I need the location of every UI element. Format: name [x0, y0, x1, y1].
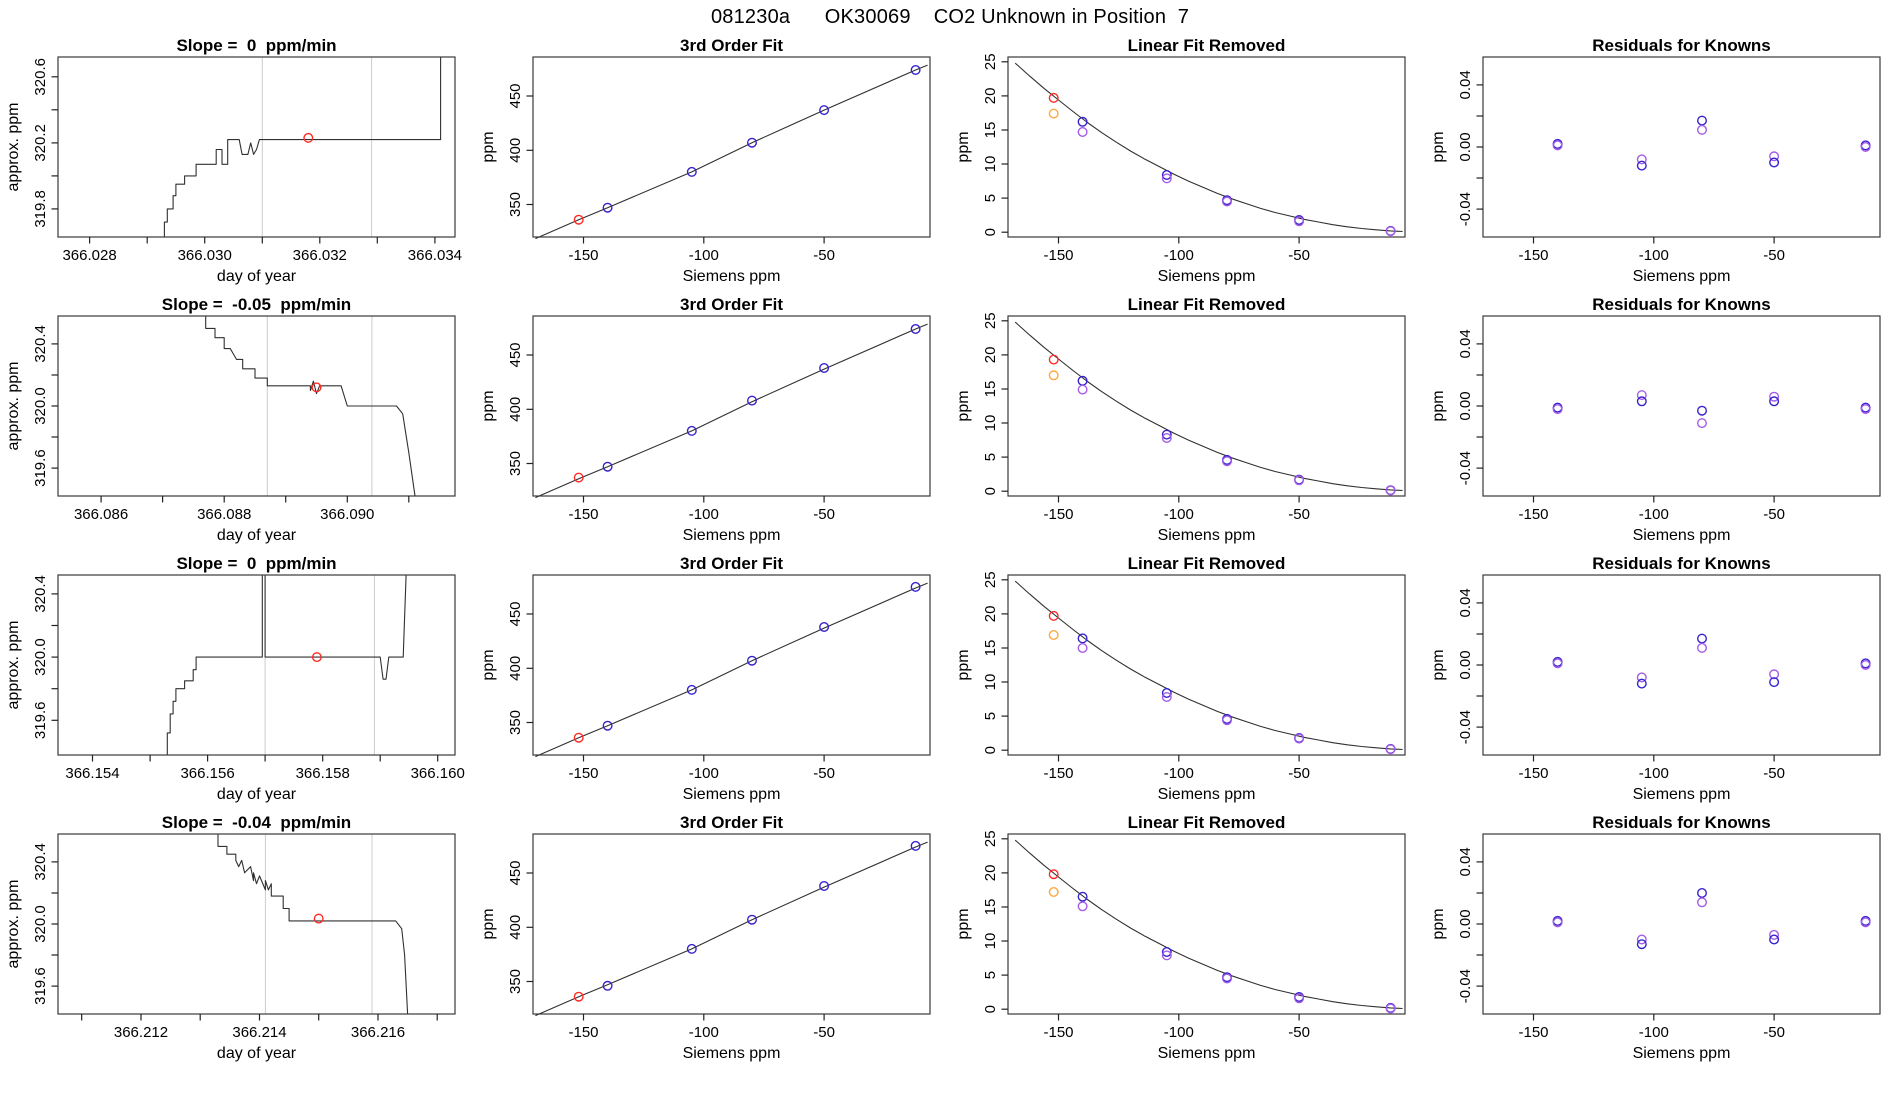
x-tick-label: -50 — [1763, 765, 1785, 782]
x-tick-label: -50 — [813, 1024, 835, 1041]
y-tick-label: 350 — [506, 968, 524, 995]
x-tick-label: 366.028 — [62, 247, 117, 264]
y-tick-label: 320.0 — [31, 638, 49, 676]
data-point-blue — [1698, 889, 1707, 898]
plot-title: Slope = -0.05 ppm/min — [161, 296, 352, 314]
y-axis-label: ppm — [1430, 390, 1448, 422]
x-axis-label: Siemens ppm — [1157, 268, 1256, 285]
x-axis-label: Siemens ppm — [1157, 527, 1256, 544]
x-axis-label: day of year — [216, 786, 297, 803]
data-point-blue — [1638, 397, 1647, 406]
y-tick-label: 320.2 — [31, 124, 49, 162]
x-axis-label: Siemens ppm — [1632, 268, 1731, 285]
plot-residuals-row1 — [1425, 37, 1900, 296]
data-point-blue — [1770, 158, 1779, 167]
slope-trace-curve — [206, 316, 415, 496]
y-tick-label: 450 — [506, 860, 524, 886]
y-tick-label: 400 — [506, 655, 524, 681]
y-tick-label: 20 — [981, 346, 999, 364]
y-tick-label: 400 — [506, 914, 524, 940]
data-point-violet — [1078, 128, 1087, 137]
x-tick-label: -100 — [688, 765, 719, 782]
x-tick-label: -100 — [1163, 765, 1194, 782]
data-point-orange — [1049, 631, 1058, 640]
x-axis-label: Siemens ppm — [682, 786, 781, 803]
x-tick-label: -100 — [1638, 247, 1669, 264]
plot-box — [1483, 575, 1880, 755]
x-axis-label: Siemens ppm — [1157, 786, 1256, 803]
x-tick-label: 366.032 — [292, 247, 347, 264]
x-axis-label: Siemens ppm — [682, 1045, 781, 1062]
linear-fit-removed-curve — [1015, 581, 1402, 749]
y-tick-label: 20 — [981, 864, 999, 882]
plot-box — [1008, 316, 1405, 496]
linear-fit-removed-curve — [1015, 322, 1402, 490]
x-tick-label: -50 — [813, 247, 835, 264]
y-axis-label: approx. ppm — [5, 361, 23, 451]
x-tick-label: 366.086 — [73, 506, 129, 523]
plot-canvas — [0, 555, 475, 814]
plot-slope-trace-row3 — [0, 555, 475, 814]
y-tick-label: 15 — [981, 639, 999, 657]
y-tick-label: 319.6 — [31, 967, 49, 1005]
plot-title: Residuals for Knowns — [1592, 555, 1771, 573]
plot-title: Linear Fit Removed — [1127, 296, 1286, 314]
y-tick-label: 400 — [506, 396, 524, 422]
x-tick-label: 366.156 — [180, 765, 235, 782]
data-point-violet — [1698, 898, 1707, 907]
y-tick-label: 320.4 — [31, 843, 49, 881]
y-tick-label: 10 — [981, 932, 999, 950]
x-tick-label: -150 — [568, 247, 599, 264]
data-point-violet — [1078, 385, 1087, 394]
y-axis-label: ppm — [480, 649, 498, 681]
data-point-blue — [1078, 634, 1087, 643]
plot-residuals-row3 — [1425, 555, 1900, 814]
y-tick-label: 400 — [506, 137, 524, 163]
y-tick-label: 320.4 — [31, 575, 49, 613]
y-tick-label: 0 — [981, 228, 999, 237]
x-tick-label: -100 — [688, 506, 719, 523]
plot-canvas — [1425, 37, 1900, 296]
data-point-blue — [1698, 406, 1707, 415]
x-tick-label: -150 — [1518, 506, 1549, 523]
x-tick-label: -150 — [1043, 506, 1074, 523]
plot-canvas — [0, 37, 475, 296]
data-point-red — [1049, 355, 1058, 364]
y-tick-label: 25 — [981, 312, 999, 330]
plot-third-order-fit-row1 — [475, 37, 950, 296]
x-tick-label: -150 — [568, 1024, 599, 1041]
y-axis-label: ppm — [1430, 649, 1448, 681]
plot-box — [1483, 834, 1880, 1014]
y-tick-label: 15 — [981, 380, 999, 398]
plot-slope-trace-row2 — [0, 296, 475, 555]
y-tick-label: 15 — [981, 121, 999, 139]
data-point-violet — [1698, 644, 1707, 653]
y-axis-label: ppm — [480, 131, 498, 163]
plot-title: Linear Fit Removed — [1127, 37, 1286, 55]
x-tick-label: -100 — [688, 1024, 719, 1041]
data-point-orange — [1049, 888, 1058, 897]
x-axis-label: day of year — [216, 268, 297, 285]
data-point-orange — [1049, 109, 1058, 118]
plot-title: Slope = 0 ppm/min — [176, 37, 337, 55]
y-tick-label: 0.00 — [1456, 132, 1474, 162]
x-axis-label: Siemens ppm — [1632, 1045, 1731, 1062]
y-tick-label: 0.04 — [1456, 70, 1474, 100]
plot-box — [1008, 834, 1405, 1014]
y-axis-label: ppm — [480, 390, 498, 422]
x-tick-label: -50 — [1763, 1024, 1785, 1041]
y-axis-label: ppm — [1430, 908, 1448, 940]
y-tick-label: 0.00 — [1456, 909, 1474, 939]
y-tick-label: 320.4 — [31, 325, 49, 363]
y-tick-label: 0.00 — [1456, 391, 1474, 421]
plot-canvas — [950, 814, 1425, 1073]
x-axis-label: Siemens ppm — [1632, 527, 1731, 544]
y-tick-label: 320.0 — [31, 905, 49, 943]
figure-title: 081230a OK30069 CO2 Unknown in Position 7 — [710, 6, 1190, 28]
x-tick-label: -50 — [1288, 1024, 1310, 1041]
plot-linear-fit-removed-row4 — [950, 814, 1425, 1073]
y-tick-label: 0.04 — [1456, 847, 1474, 877]
plot-box — [1008, 575, 1405, 755]
y-tick-label: 450 — [506, 601, 524, 627]
data-point-orange — [1049, 371, 1058, 380]
y-tick-label: 20 — [981, 605, 999, 623]
y-axis-label: ppm — [480, 908, 498, 940]
y-tick-label: 20 — [981, 87, 999, 105]
x-tick-label: -150 — [1043, 247, 1074, 264]
y-tick-label: 5 — [981, 711, 999, 721]
plot-canvas — [1425, 296, 1900, 555]
plot-canvas — [0, 814, 475, 1073]
x-tick-label: -100 — [1638, 506, 1669, 523]
plot-box — [1008, 57, 1405, 237]
data-point-blue — [1638, 679, 1647, 688]
plot-linear-fit-removed-row1 — [950, 37, 1425, 296]
y-tick-label: 0 — [981, 487, 999, 496]
x-tick-label: -150 — [1518, 1024, 1549, 1041]
y-tick-label: 350 — [506, 709, 524, 736]
y-tick-label: 5 — [981, 193, 999, 203]
plot-box — [533, 834, 930, 1014]
x-tick-label: -50 — [1763, 506, 1785, 523]
plot-canvas — [950, 37, 1425, 296]
y-tick-label: -0.04 — [1456, 709, 1474, 745]
y-tick-label: 0.00 — [1456, 650, 1474, 680]
plot-title: Residuals for Knowns — [1592, 37, 1771, 55]
data-point-violet — [1698, 126, 1707, 135]
x-tick-label: -100 — [1163, 1024, 1194, 1041]
plot-title: Linear Fit Removed — [1127, 555, 1286, 573]
data-point-blue — [1698, 116, 1707, 125]
y-axis-label: ppm — [1430, 131, 1448, 163]
plot-residuals-row2 — [1425, 296, 1900, 555]
y-axis-label: approx. ppm — [5, 879, 23, 969]
slope-trace-curve — [164, 57, 440, 237]
third-order-fit-curve — [535, 324, 927, 498]
x-tick-label: 366.216 — [350, 1024, 406, 1041]
y-tick-label: -0.04 — [1456, 191, 1474, 227]
x-axis-label: Siemens ppm — [682, 527, 781, 544]
plot-canvas — [950, 296, 1425, 555]
data-point-red — [1049, 870, 1058, 879]
plot-box — [58, 834, 455, 1014]
plot-canvas — [1425, 555, 1900, 814]
plot-box — [533, 316, 930, 496]
y-tick-label: 450 — [506, 83, 524, 109]
third-order-fit-curve — [535, 65, 927, 239]
plot-residuals-row4 — [1425, 814, 1900, 1073]
plot-title: 3rd Order Fit — [680, 555, 783, 573]
plot-box — [1483, 316, 1880, 496]
y-tick-label: 25 — [981, 53, 999, 71]
plot-canvas — [475, 814, 950, 1073]
linear-fit-removed-curve — [1015, 63, 1402, 231]
data-point-red — [304, 134, 313, 143]
x-tick-label: -50 — [813, 506, 835, 523]
x-tick-label: -150 — [1518, 247, 1549, 264]
x-tick-label: -150 — [1043, 765, 1074, 782]
y-tick-label: 10 — [981, 414, 999, 432]
third-order-fit-curve — [535, 583, 927, 757]
plot-box — [58, 575, 455, 755]
data-point-violet — [1078, 902, 1087, 911]
plot-title: Slope = -0.04 ppm/min — [161, 814, 352, 832]
plot-canvas — [475, 37, 950, 296]
data-point-blue — [1698, 634, 1707, 643]
y-tick-label: 320.6 — [31, 58, 49, 96]
plot-canvas — [1425, 814, 1900, 1073]
y-tick-label: -0.04 — [1456, 450, 1474, 486]
y-axis-label: approx. ppm — [5, 102, 23, 192]
y-tick-label: 5 — [981, 970, 999, 980]
x-tick-label: -100 — [1638, 765, 1669, 782]
x-tick-label: 366.030 — [177, 247, 232, 264]
x-tick-label: 366.034 — [407, 247, 463, 264]
x-tick-label: 366.158 — [295, 765, 350, 782]
data-point-violet — [1698, 419, 1707, 428]
x-tick-label: -150 — [568, 506, 599, 523]
plot-third-order-fit-row3 — [475, 555, 950, 814]
x-tick-label: -50 — [1288, 506, 1310, 523]
plot-canvas — [950, 555, 1425, 814]
x-axis-label: Siemens ppm — [1157, 1045, 1256, 1062]
y-tick-label: 25 — [981, 571, 999, 589]
third-order-fit-curve — [535, 842, 927, 1016]
x-tick-label: -100 — [1638, 1024, 1669, 1041]
y-tick-label: 0 — [981, 1005, 999, 1014]
y-tick-label: 0.04 — [1456, 588, 1474, 618]
plot-box — [58, 57, 455, 237]
y-tick-label: -0.04 — [1456, 968, 1474, 1004]
x-axis-label: Siemens ppm — [682, 268, 781, 285]
plot-third-order-fit-row2 — [475, 296, 950, 555]
x-tick-label: -50 — [813, 765, 835, 782]
x-axis-label: day of year — [216, 527, 297, 544]
plot-title: 3rd Order Fit — [680, 814, 783, 832]
y-tick-label: 10 — [981, 673, 999, 691]
x-tick-label: -150 — [1518, 765, 1549, 782]
plot-linear-fit-removed-row2 — [950, 296, 1425, 555]
y-axis-label: ppm — [955, 390, 973, 422]
slope-trace-curve — [218, 834, 408, 1014]
plot-slope-trace-row1 — [0, 37, 475, 296]
x-tick-label: -50 — [1288, 765, 1310, 782]
plot-box — [1483, 57, 1880, 237]
y-axis-label: ppm — [955, 649, 973, 681]
data-point-blue — [1078, 892, 1087, 901]
plot-title: Residuals for Knowns — [1592, 296, 1771, 314]
plot-title: Slope = 0 ppm/min — [176, 555, 337, 573]
data-point-blue — [1638, 161, 1647, 170]
plot-title: 3rd Order Fit — [680, 296, 783, 314]
plot-slope-trace-row4 — [0, 814, 475, 1073]
y-tick-label: 319.8 — [31, 190, 49, 228]
y-tick-label: 319.6 — [31, 701, 49, 740]
x-axis-label: Siemens ppm — [1632, 786, 1731, 803]
slope-trace-curve — [167, 575, 455, 755]
y-tick-label: 25 — [981, 830, 999, 848]
y-axis-label: approx. ppm — [5, 620, 23, 710]
plot-canvas — [475, 555, 950, 814]
plot-canvas — [0, 296, 475, 555]
x-tick-label: 366.160 — [410, 765, 465, 782]
x-tick-label: -100 — [688, 247, 719, 264]
x-tick-label: -150 — [568, 765, 599, 782]
y-tick-label: 0 — [981, 746, 999, 755]
x-axis-label: day of year — [216, 1045, 297, 1062]
plot-title: Linear Fit Removed — [1127, 814, 1286, 832]
plot-third-order-fit-row4 — [475, 814, 950, 1073]
x-tick-label: 366.090 — [320, 506, 375, 523]
y-tick-label: 15 — [981, 898, 999, 916]
x-tick-label: 366.088 — [197, 506, 252, 523]
y-axis-label: ppm — [955, 131, 973, 163]
y-tick-label: 350 — [506, 450, 524, 477]
plot-title: 3rd Order Fit — [680, 37, 783, 55]
plot-title: Residuals for Knowns — [1592, 814, 1771, 832]
data-point-red — [314, 914, 323, 923]
y-axis-label: ppm — [955, 908, 973, 940]
plot-box — [533, 575, 930, 755]
y-tick-label: 5 — [981, 452, 999, 462]
plot-linear-fit-removed-row3 — [950, 555, 1425, 814]
x-tick-label: -100 — [1163, 506, 1194, 523]
x-tick-label: 366.212 — [113, 1024, 169, 1041]
plot-canvas — [475, 296, 950, 555]
y-tick-label: 0.04 — [1456, 329, 1474, 359]
y-tick-label: 319.6 — [31, 449, 49, 487]
y-tick-label: 350 — [506, 191, 524, 218]
linear-fit-removed-curve — [1015, 840, 1402, 1008]
y-tick-label: 320.0 — [31, 387, 49, 425]
x-tick-label: 366.154 — [65, 765, 120, 782]
y-tick-label: 10 — [981, 155, 999, 173]
data-point-violet — [1078, 644, 1087, 653]
x-tick-label: -50 — [1763, 247, 1785, 264]
y-tick-label: 450 — [506, 342, 524, 368]
x-tick-label: -100 — [1163, 247, 1194, 264]
plot-box — [533, 57, 930, 237]
x-tick-label: -150 — [1043, 1024, 1074, 1041]
x-tick-label: 366.214 — [232, 1024, 287, 1041]
x-tick-label: -50 — [1288, 247, 1310, 264]
